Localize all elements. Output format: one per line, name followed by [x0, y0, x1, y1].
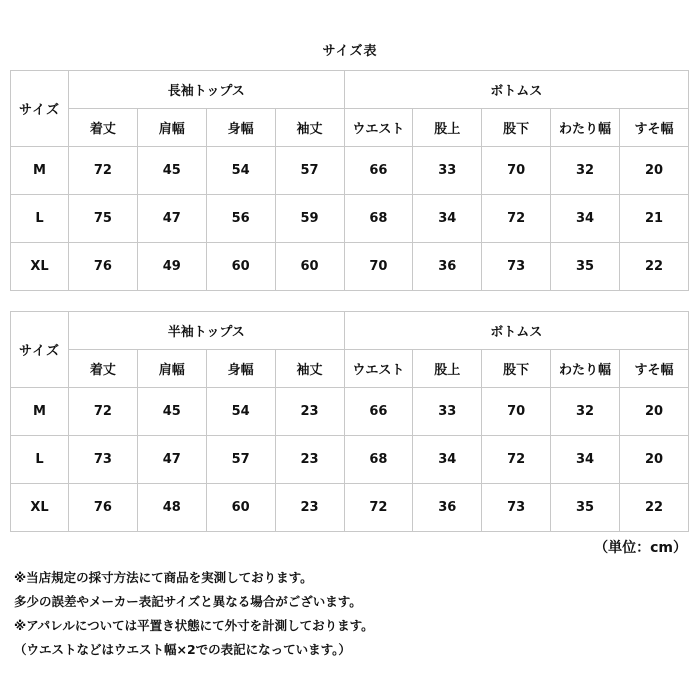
- table-cell: 54: [206, 388, 275, 436]
- column-header: 股下: [482, 350, 551, 388]
- column-header: 股下: [482, 109, 551, 147]
- table-cell: 23: [275, 484, 344, 532]
- notes: [14, 566, 374, 662]
- size-label: XL: [11, 484, 69, 532]
- table-cell: 47: [137, 195, 206, 243]
- table-cell: 49: [137, 243, 206, 291]
- table-cell: 68: [344, 436, 413, 484]
- column-header: すそ幅: [620, 350, 689, 388]
- note-line: 多少の誤差やメーカー表記サイズと異なる場合がございます。: [14, 594, 362, 609]
- table-cell: 72: [69, 388, 138, 436]
- note-line: ※当店規定の採寸方法にて商品を実測しております。: [14, 570, 313, 585]
- size-header: サイズ: [11, 71, 69, 147]
- column-header: 袖丈: [275, 350, 344, 388]
- table-cell: 34: [413, 436, 482, 484]
- table-cell: 75: [69, 195, 138, 243]
- table-cell: 22: [620, 484, 689, 532]
- table-cell: 59: [275, 195, 344, 243]
- table-cell: 36: [413, 484, 482, 532]
- column-header: 着丈: [69, 109, 138, 147]
- table-cell: 33: [413, 388, 482, 436]
- table-cell: 72: [344, 484, 413, 532]
- table-cell: 48: [137, 484, 206, 532]
- table-row: [11, 195, 689, 243]
- table-cell: 57: [275, 147, 344, 195]
- table-row: [11, 147, 689, 195]
- table-cell: 70: [482, 388, 551, 436]
- column-header: 着丈: [69, 350, 138, 388]
- table-cell: 60: [206, 484, 275, 532]
- column-header: ウエスト: [344, 350, 413, 388]
- table-cell: 23: [275, 388, 344, 436]
- column-header: わたり幅: [551, 350, 620, 388]
- column-header: 袖丈: [275, 109, 344, 147]
- column-header: 身幅: [206, 109, 275, 147]
- tops-header: 長袖トップス: [69, 71, 345, 109]
- table-cell: 54: [206, 147, 275, 195]
- table-cell: 22: [620, 243, 689, 291]
- table-cell: 56: [206, 195, 275, 243]
- size-label: L: [11, 195, 69, 243]
- column-header: すそ幅: [620, 109, 689, 147]
- table-cell: 45: [137, 388, 206, 436]
- column-header-row: [11, 109, 689, 147]
- table-cell: 47: [137, 436, 206, 484]
- table-cell: 70: [482, 147, 551, 195]
- unit-label: （単位：cm）: [594, 540, 687, 556]
- table-cell: 60: [275, 243, 344, 291]
- column-header-row: [11, 350, 689, 388]
- size-label: M: [11, 147, 69, 195]
- table-cell: 23: [275, 436, 344, 484]
- table-row: [11, 388, 689, 436]
- table-cell: 34: [413, 195, 482, 243]
- table-cell: 66: [344, 388, 413, 436]
- size-label: L: [11, 436, 69, 484]
- column-header: 身幅: [206, 350, 275, 388]
- size-header: サイズ: [11, 312, 69, 388]
- size-label: M: [11, 388, 69, 436]
- table-cell: 76: [69, 243, 138, 291]
- table-row: [11, 484, 689, 532]
- table-cell: 33: [413, 147, 482, 195]
- bottoms-header: ボトムス: [344, 312, 689, 350]
- table-cell: 20: [620, 436, 689, 484]
- page-title: サイズ表: [322, 44, 378, 59]
- column-header: 股上: [413, 350, 482, 388]
- table-header-row: [11, 71, 689, 109]
- table-cell: 36: [413, 243, 482, 291]
- table-cell: 20: [620, 147, 689, 195]
- table-cell: 45: [137, 147, 206, 195]
- size-table-short-sleeve: [10, 311, 689, 532]
- table-cell: 34: [551, 436, 620, 484]
- table-cell: 35: [551, 484, 620, 532]
- note-line: （ウエストなどはウエスト幅×2での表記になっています。）: [14, 642, 351, 657]
- column-header: わたり幅: [551, 109, 620, 147]
- table-cell: 57: [206, 436, 275, 484]
- table-cell: 72: [69, 147, 138, 195]
- column-header: ウエスト: [344, 109, 413, 147]
- table-cell: 73: [482, 484, 551, 532]
- table-row: [11, 243, 689, 291]
- column-header: 肩幅: [137, 109, 206, 147]
- column-header: 股上: [413, 109, 482, 147]
- note-line: ※アパレルについては平置き状態にて外寸を計測しております。: [14, 618, 374, 633]
- table-cell: 73: [69, 436, 138, 484]
- bottoms-header: ボトムス: [344, 71, 689, 109]
- size-label: XL: [11, 243, 69, 291]
- table-cell: 35: [551, 243, 620, 291]
- table-cell: 32: [551, 147, 620, 195]
- table-cell: 20: [620, 388, 689, 436]
- table-cell: 68: [344, 195, 413, 243]
- table-cell: 66: [344, 147, 413, 195]
- table-header-row: [11, 312, 689, 350]
- table-cell: 73: [482, 243, 551, 291]
- table-cell: 72: [482, 195, 551, 243]
- table-cell: 21: [620, 195, 689, 243]
- table-cell: 32: [551, 388, 620, 436]
- table-cell: 60: [206, 243, 275, 291]
- table-cell: 34: [551, 195, 620, 243]
- tops-header: 半袖トップス: [69, 312, 345, 350]
- table-cell: 70: [344, 243, 413, 291]
- table-row: [11, 436, 689, 484]
- table-cell: 72: [482, 436, 551, 484]
- table-cell: 76: [69, 484, 138, 532]
- column-header: 肩幅: [137, 350, 206, 388]
- size-table-long-sleeve: [10, 70, 689, 291]
